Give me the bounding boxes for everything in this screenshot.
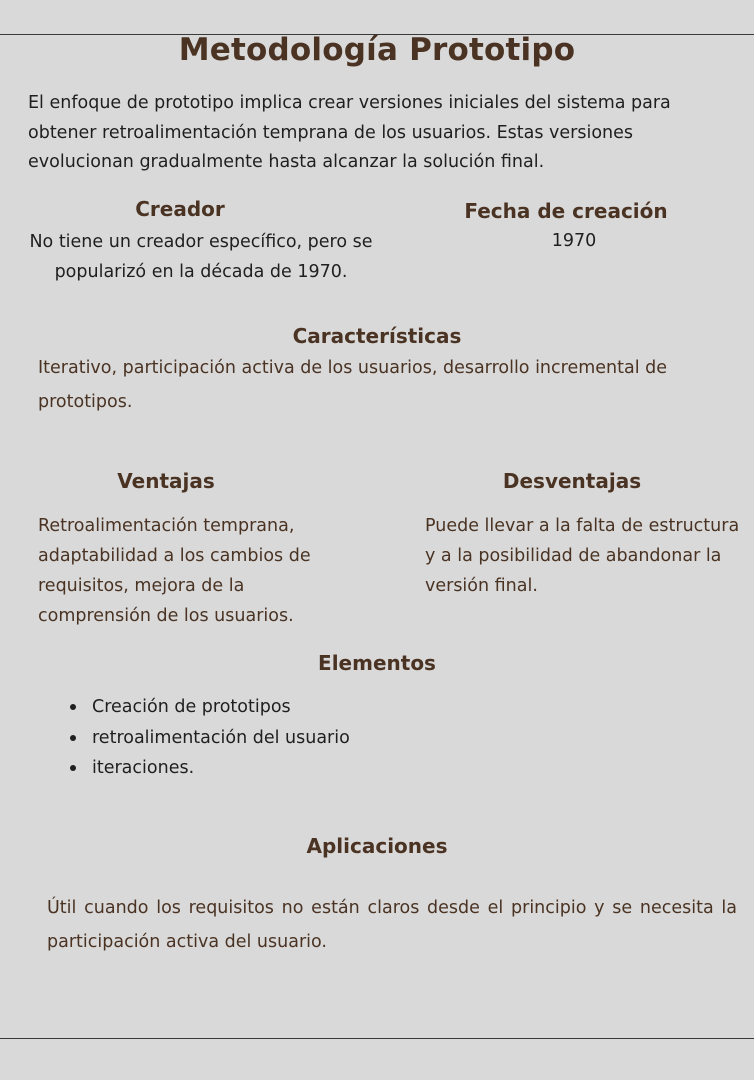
aplicaciones-text: Útil cuando los requisitos no están claros desde el principio y se necesita la participación activa del usuario. xyxy=(47,898,737,952)
list-item xyxy=(68,723,350,754)
fecha-heading: Fecha de creación xyxy=(464,199,668,223)
list-item-label: iteraciones. xyxy=(92,758,195,778)
caracteristicas-text: Iterativo, participación activa de los usuarios, desarrollo incremental de prototipos. xyxy=(38,358,668,412)
fecha-text: 1970 xyxy=(551,231,597,251)
list-item xyxy=(68,692,350,723)
bottom-divider xyxy=(0,1038,754,1039)
intro-paragraph: El enfoque de prototipo implica crear versiones iniciales del sistema para obtener retroalimentación temprana de los usuarios. Estas versiones evolucionan gradualmente hasta alcanzar la solución final. xyxy=(28,93,671,172)
caracteristicas-heading: Características xyxy=(292,324,462,348)
elementos-heading: Elementos xyxy=(318,651,436,675)
page-title: Metodología Prototipo xyxy=(178,32,576,68)
desventajas-text: Puede llevar a la falta de estructura y a la posibilidad de abandonar la versión final. xyxy=(425,516,740,596)
aplicaciones-heading: Aplicaciones xyxy=(306,834,448,858)
creador-text: No tiene un creador específico, pero se popularizó en la década de 1970. xyxy=(29,232,373,282)
list-item xyxy=(68,753,350,784)
creador-heading: Creador xyxy=(135,197,225,221)
bullet-icon xyxy=(70,765,76,771)
ventajas-text: Retroalimentación temprana, adaptabilidad a los cambios de requisitos, mejora de la comprensión de los usuarios. xyxy=(38,516,311,626)
bullet-icon xyxy=(70,735,76,741)
list-item-label: Creación de prototipos xyxy=(92,697,291,717)
bullet-icon xyxy=(70,704,76,710)
ventajas-heading: Ventajas xyxy=(117,469,215,493)
elementos-list xyxy=(68,692,350,784)
desventajas-heading: Desventajas xyxy=(502,469,642,493)
list-item-label: retroalimentación del usuario xyxy=(92,727,350,748)
